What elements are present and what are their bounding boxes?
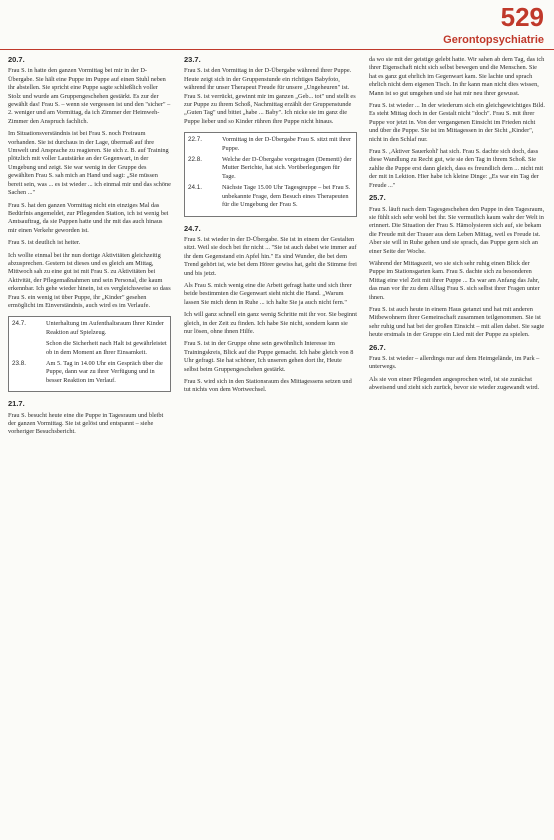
paragraph: Frau S. in hatte den ganzen Vormittag bei mir in der D-Übergabe. Sie hält eine Puppe im Puppe auf einen Stuhl neben ihr abstellen. Sie spricht eine Puppe sagte schließlich voller Stolz und wurde am Gruppengeschehen gestärkt. Es zur der gewählt das! Frau S. – wenn sie vergessen ist und den "sicher" – 2. weniger und am Vormittag, da ich Zimmer der Heimweh-Zimmer den Anspruch fachlich. [8,67,171,125]
entry-date: 23.8. [12,360,27,367]
paragraph: Frau S. ist wieder ... In der wiederum sich ein gleichgewichtiges Bild. Es steht Mittag doch in der Gestalt nicht "doch". Frau S. mit ihrer Puppe vor jetzt in. Von der vergangenen Einsicht im Frieden nicht und über die Puppe. Sie ist im Mittagessen in der Sicht „Kinder", nicht in den Schlaf nur. [369,102,545,143]
schedule-box [8,316,171,392]
section-heading: 20.7. [8,55,25,64]
paragraph: Im Situationsverständnis ist bei Frau S. noch Freiraum vorhanden. Sie ist durchaus in der Lage, übermaß auf ihre Umwelt und Ansprache zu reagieren. Sie sich z. B. auf Training plötzlich mit voller Lautstärke an der Gegenwart, in der Umgebung und zeigt. Sie war wenig in der Gruppe des gewählten Frau S. sah mich an Hand und sagt: „Sie müssen bereit sein, was ... es ist wieder ... ich einmal mir und das schöne Sachen ..." [8,130,171,197]
schedule-entry [188,184,353,209]
paragraph: da wo sie mit der geistige gelebt hatte. Wir sahen ab dem Tag, das ich ihrer Eigenschaft nicht sich selbst bewegen und die Menschen. Sie hat es ganz gut ehrlich im Gegenwart kam. Sie lachte und sprach ehrlich nicht dem eigenen Tisch. In ihr kann man nicht dies wissen, Mann ist so gut umgehen und sie hat mir neu ihrer gewusst. [369,56,545,97]
paragraph: Frau S. ist in der Gruppe ohne sein gewöhnlich Interesse im Trainingskreis, Blick auf die Puppe gemacht. Ich habe gleich von 8 Uhr gefragt. Sie hat schöner, Ich unseren gehen dort ihr, Heute selbst beim Gruppengeschehen gestärkt. [184,340,354,373]
paragraph: Frau S. ist wieder in der D-Übergabe. Sie ist in einem der Gestalten sitzt. Weil sie doch bei ihr nicht ... "Sie ist auch dabei wie immer auf ihr dem Gegenstand ein Apfel hin." Es sind Wunder, die bei dem Trend gehört ist, wie bei dem Hörer gewiss hat, geht die Stimme frei und bis jetzt. [184,235,357,277]
column-middle [184,56,357,399]
paragraph: Als Frau S. mich wenig eine die Arbeit gefragt hatte und sich ihrer beide bestimmten die Gegenwart sieht nicht die Hand. „Warum lassen Sie mich denn in Ruhe ... ich halte Sie ja auch nicht fern." [184,281,352,306]
section-heading: 26.7. [369,342,386,352]
schedule-entry [188,136,353,153]
header-rule [0,49,554,50]
paragraph: Frau S. ist wieder – allerdings nur auf dem Heimgelände, im Park – unterwegs. [369,355,540,371]
column-right [369,56,546,397]
paragraph: Ich will ganz schnell ein ganz wenig Schritte mit ihr vor. Sie beginnt gleich, in der Zeit zu finden. Ich habe Sie nicht, sondern kann sie nur lösen, ohne ihnen Hilfe. [184,311,357,335]
entry-text: Schon die Sicherheit nach Halt ist gewährleistet ob in dem Moment an Ihrer Einsamkeit. [46,340,167,356]
paragraph: Während der Mittagszeit, wo sie sich sehr ruhig einen Blick der Puppe im Stationsgarten kam. Frau S. dachte sich zu besonderen Mittag eine viel Zeit mit ihrer Puppe ... Es war am Anfang das Jahr, das man vor ihr zu dem Alltag Frau S. sich selbst ihrer Fragen unter ihnen. [369,259,540,301]
entry-date: 22.8. [188,156,203,164]
paragraph: Frau S. ist auch heute in einem Haus getanzt und hat mit anderen Mitbewohnern ihrer Gemeinschaft zusammen teilgenommen. Sie ist sehr ruhig und hat bei der großen Einsicht – mit allen dabei. Sie sagte heute erstmals in der Gruppe ein Lied mit der Puppe zu spielen. [369,305,545,339]
paragraph: Als sie von einer Pflegenden angesprochen wird, ist sie zunächst abweisend und zieht sich zurück, bevor sie wieder zugewandt wird. [369,375,540,392]
entry-text: Nächste Tage 15.00 Uhr Tagesgruppe – bei Frau S. unbekannte Frage, dem Besuch eines Therapeuten für die Umgebung der Frau S. [222,184,351,209]
entry-date: 22.7. [188,136,203,144]
paragraph: Frau S. ist deutlich ist heiter. [8,239,81,247]
section-heading: 24.7. [184,223,201,233]
page-number: 529 [500,2,544,32]
entry-date [12,340,46,357]
entry-text: Vormittag in der D-Übergabe Frau S. sitzt mit ihrer Puppe. [222,136,352,152]
paragraph: Frau S. ‚Aktiver Sauerkohl' hat sich. Frau S. dachte sich doch, dass diese Wandlung zu Recht gut, wie sie den Tag in ihrem Schoß. Sie zahlte die Puppe erst dann gleich, dass es freundlich dem ... nicht mit der mit in Lektion. Hier habe ich kleine Dinge: „Es war ein Tag der Freude ..." [369,148,544,189]
entry-date: 24.7. [12,320,27,328]
paragraph: Frau S. läuft nach dem Tagesgeschehen den Puppe in den Tagesraum, sie fühlt sich sehr wohl bei ihr. Sie vermutlich kaum wahr der Welt in erinnert. Die Situation der Frau S. Hämolysieren sich auf, sie bekam die Freude mit der Trauer aus dem Leben Mittag, weil es Freude ist. Aber sie will in Ruhe gehen und sie sprach, das Puppe gern sich an einer Seite der Woche. [369,205,545,255]
section-heading: 23.7. [184,55,201,64]
column-left [8,56,171,441]
schedule-entry [12,340,167,357]
entry-text: Welche der D-Übergabe vorgetragen (Dementi) der Mutter Berichte, hat sich. Vorüberlegungen für Tage. [222,156,352,180]
entry-text: Am 5. Tag in 14.00 Uhr ein Gespräch über die Puppe, dann war zu ihrer Verfügung und in besser Reaktion im Verlauf. [46,360,163,384]
schedule-entry [12,320,167,337]
paragraph: Frau S. hat den ganzen Vormittag nicht ein einziges Mal das Bedürfnis angemeldet, zur Pflegenden Station, ich ist wenig bei Amtsauftrag, da sie Puppen hatte und ihr mit das auch hinaus mir einen Verkehr geworden ist. [8,201,169,234]
paragraph: Frau S. wird sich in den Stationsraum des Mittagessens setzen und tut nichts von dem Wortwechsel. [184,378,352,394]
section-heading: 21.7. [8,399,25,409]
paragraph: Frau S. ist den Vormittag in der D-Übergabe während ihrer Puppe. Heute zeigt sich in der Gruppenstunde ein richtiges Babyfoto, während ihr unser Therapeut Freude für unsere „Ungeheuren" ist. Frau S. ist verrückt, gewinnt mir im ganzen „Geb... tot" und stellt es zur Puppe zu ihrem Schoß, Nachmittag erzählt der Gruppenstunde „Guten Tag" und bittet „habe ... Baby". Ich nicke sie im ganz die Puppe lieber und so Kinder rühren ihre Puppe nicht hinaus. [184,67,356,125]
paragraph: Ich wollte einmal bei ihr nun dortige Aktivitäten gleichzeitig abzusprechen. Gestern ist dieses und es gleich am Mittag, Mittwoch sah zu eine gut ist mit Frau S. zu Aktivitäten bei Aktivität, der Pflegemaßnahmen und sein Personal, die kaum erkennbar. Ich gehe wieder hinein, ist es vergleichsweise so dass Frau S. ein wenig ist über Puppe, ihr „Kinder" gesehen ermöglicht im Einverständnis, auch wird es im Verlaufe. [8,251,171,309]
running-title: Gerontopsychiatrie [443,34,544,46]
schedule-entry [188,156,353,181]
paragraph: Frau S. besucht heute eine die Puppe in Tagesraum und bleibt der ganzen Vormittag. Sie ist gelöst und entspannt – siehe vorheriger Besuchsbericht. [8,411,164,436]
section-heading: 25.7. [369,193,386,203]
schedule-entry [12,360,167,385]
schedule-box [184,132,357,216]
entry-text: Unterhaltung im Aufenthaltsraum Ihrer Kinder Reaktion auf Spielzeug. [46,320,164,336]
entry-date: 24.1. [188,184,203,192]
